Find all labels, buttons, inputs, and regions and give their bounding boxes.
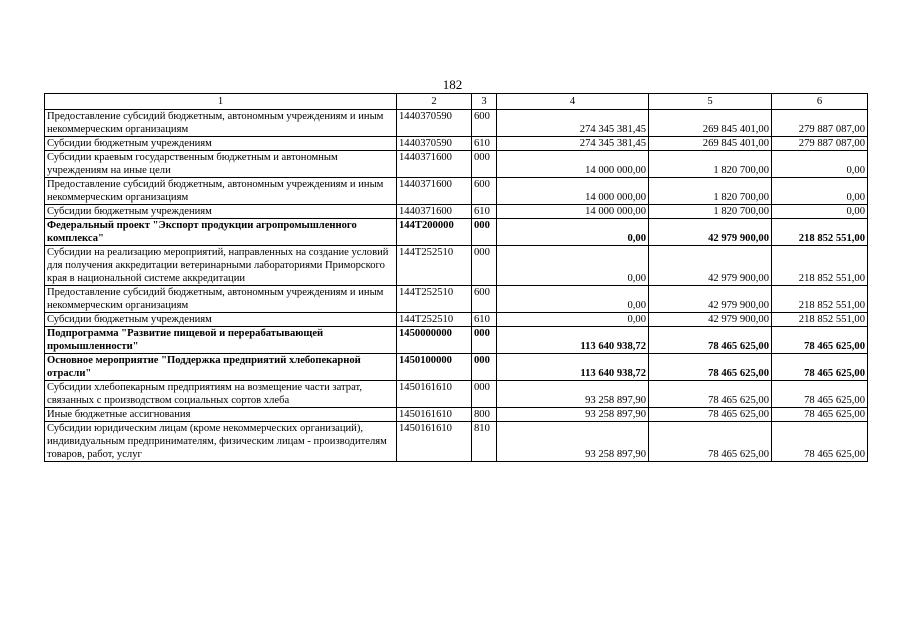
row-code-cell: 144T252510 xyxy=(397,246,472,286)
row-amount-1-cell: 274 345 381,45 xyxy=(497,110,649,137)
row-amount-3-cell: 0,00 xyxy=(772,205,868,219)
row-amount-3-cell: 0,00 xyxy=(772,151,868,178)
row-amount-1-cell: 113 640 938,72 xyxy=(497,354,649,381)
row-amount-3-cell: 218 852 551,00 xyxy=(772,313,868,327)
table-row xyxy=(45,178,868,205)
row-code-cell: 1450100000 xyxy=(397,354,472,381)
row-code-cell: 1450161610 xyxy=(397,408,472,422)
row-kind-cell: 600 xyxy=(472,110,497,137)
row-kind-cell: 000 xyxy=(472,327,497,354)
row-code-cell: 1440370590 xyxy=(397,110,472,137)
row-amount-2-cell: 78 465 625,00 xyxy=(649,408,772,422)
table-row xyxy=(45,327,868,354)
row-amount-1-cell: 0,00 xyxy=(497,313,649,327)
row-amount-3-cell: 78 465 625,00 xyxy=(772,408,868,422)
table-row xyxy=(45,422,868,462)
row-kind-cell: 000 xyxy=(472,246,497,286)
row-amount-2-cell: 78 465 625,00 xyxy=(649,422,772,462)
table-row xyxy=(45,381,868,408)
row-amount-3-cell: 218 852 551,00 xyxy=(772,219,868,246)
row-amount-3-cell: 0,00 xyxy=(772,178,868,205)
row-code-cell: 1440371600 xyxy=(397,151,472,178)
table-row xyxy=(45,408,868,422)
row-kind-cell: 800 xyxy=(472,408,497,422)
row-kind-cell: 610 xyxy=(472,205,497,219)
header-cell-1: 1 xyxy=(45,94,397,110)
row-code-cell: 1440371600 xyxy=(397,178,472,205)
table-row xyxy=(45,151,868,178)
row-name-cell: Субсидии хлебопекарным предприятиям на возмещение части затрат, связанных с производством социальных сортов хлеба xyxy=(45,381,397,408)
row-code-cell: 1450161610 xyxy=(397,422,472,462)
header-cell-6: 6 xyxy=(772,94,868,110)
row-amount-1-cell: 0,00 xyxy=(497,286,649,313)
header-cell-4: 4 xyxy=(497,94,649,110)
header-cell-3: 3 xyxy=(472,94,497,110)
row-code-cell: 144T252510 xyxy=(397,313,472,327)
table-row xyxy=(45,137,868,151)
row-name-cell: Субсидии бюджетным учреждениям xyxy=(45,137,397,151)
row-amount-1-cell: 274 345 381,45 xyxy=(497,137,649,151)
row-name-cell: Субсидии бюджетным учреждениям xyxy=(45,313,397,327)
row-kind-cell: 000 xyxy=(472,219,497,246)
row-amount-3-cell: 78 465 625,00 xyxy=(772,327,868,354)
row-amount-1-cell: 93 258 897,90 xyxy=(497,408,649,422)
row-kind-cell: 600 xyxy=(472,286,497,313)
row-kind-cell: 000 xyxy=(472,354,497,381)
row-kind-cell: 600 xyxy=(472,178,497,205)
row-name-cell: Основное мероприятие "Поддержка предприятий хлебопекарной отрасли" xyxy=(45,354,397,381)
table-header-row xyxy=(45,94,868,110)
row-amount-3-cell: 78 465 625,00 xyxy=(772,354,868,381)
row-amount-3-cell: 279 887 087,00 xyxy=(772,137,868,151)
row-amount-3-cell: 78 465 625,00 xyxy=(772,381,868,408)
row-amount-3-cell: 279 887 087,00 xyxy=(772,110,868,137)
table-row xyxy=(45,205,868,219)
row-kind-cell: 610 xyxy=(472,313,497,327)
row-amount-2-cell: 78 465 625,00 xyxy=(649,354,772,381)
header-cell-2: 2 xyxy=(397,94,472,110)
row-code-cell: 1450000000 xyxy=(397,327,472,354)
row-name-cell: Предоставление субсидий бюджетным, автономным учреждениям и иным некоммерческим организациям xyxy=(45,178,397,205)
row-amount-3-cell: 218 852 551,00 xyxy=(772,286,868,313)
row-amount-3-cell: 218 852 551,00 xyxy=(772,246,868,286)
row-code-cell: 1450161610 xyxy=(397,381,472,408)
row-amount-1-cell: 0,00 xyxy=(497,219,649,246)
row-name-cell: Субсидии краевым государственным бюджетным и автономным учреждениям на иные цели xyxy=(45,151,397,178)
row-amount-1-cell: 14 000 000,00 xyxy=(497,205,649,219)
row-kind-cell: 610 xyxy=(472,137,497,151)
table-row xyxy=(45,110,868,137)
row-kind-cell: 000 xyxy=(472,151,497,178)
row-amount-1-cell: 0,00 xyxy=(497,246,649,286)
row-amount-2-cell: 78 465 625,00 xyxy=(649,381,772,408)
table-row xyxy=(45,246,868,286)
budget-table xyxy=(44,93,868,462)
row-code-cell: 1440371600 xyxy=(397,205,472,219)
row-amount-2-cell: 42 979 900,00 xyxy=(649,246,772,286)
table-row xyxy=(45,219,868,246)
row-amount-2-cell: 269 845 401,00 xyxy=(649,137,772,151)
row-name-cell: Субсидии юридическим лицам (кроме некоммерческих организаций), индивидуальным предпринимателям, физическим лицам - производителям товаров, работ, услуг xyxy=(45,422,397,462)
row-code-cell: 1440370590 xyxy=(397,137,472,151)
row-amount-1-cell: 14 000 000,00 xyxy=(497,151,649,178)
row-amount-2-cell: 269 845 401,00 xyxy=(649,110,772,137)
row-amount-2-cell: 1 820 700,00 xyxy=(649,205,772,219)
row-amount-1-cell: 93 258 897,90 xyxy=(497,381,649,408)
row-name-cell: Подпрограмма "Развитие пищевой и перерабатывающей промышленности" xyxy=(45,327,397,354)
table-row xyxy=(45,313,868,327)
row-amount-2-cell: 42 979 900,00 xyxy=(649,286,772,313)
row-kind-cell: 000 xyxy=(472,381,497,408)
row-amount-1-cell: 14 000 000,00 xyxy=(497,178,649,205)
row-amount-2-cell: 42 979 900,00 xyxy=(649,219,772,246)
row-amount-1-cell: 93 258 897,90 xyxy=(497,422,649,462)
row-kind-cell: 810 xyxy=(472,422,497,462)
table-row xyxy=(45,354,868,381)
header-cell-5: 5 xyxy=(649,94,772,110)
page-number: 182 xyxy=(442,77,463,92)
row-amount-2-cell: 78 465 625,00 xyxy=(649,327,772,354)
row-name-cell: Иные бюджетные ассигнования xyxy=(45,408,397,422)
row-name-cell: Субсидии бюджетным учреждениям xyxy=(45,205,397,219)
row-name-cell: Субсидии на реализацию мероприятий, направленных на создание условий для получения аккредитации ветеринарными лабораториями Приморского края в национальной системе аккредитации xyxy=(45,246,397,286)
row-amount-2-cell: 42 979 900,00 xyxy=(649,313,772,327)
row-name-cell: Предоставление субсидий бюджетным, автономным учреждениям и иным некоммерческим организациям xyxy=(45,110,397,137)
row-code-cell: 144T252510 xyxy=(397,286,472,313)
row-amount-1-cell: 113 640 938,72 xyxy=(497,327,649,354)
row-code-cell: 144T200000 xyxy=(397,219,472,246)
row-name-cell: Предоставление субсидий бюджетным, автономным учреждениям и иным некоммерческим организациям xyxy=(45,286,397,313)
row-name-cell: Федеральный проект "Экспорт продукции агропромышленного комплекса" xyxy=(45,219,397,246)
row-amount-3-cell: 78 465 625,00 xyxy=(772,422,868,462)
row-amount-2-cell: 1 820 700,00 xyxy=(649,178,772,205)
table-row xyxy=(45,286,868,313)
row-amount-2-cell: 1 820 700,00 xyxy=(649,151,772,178)
